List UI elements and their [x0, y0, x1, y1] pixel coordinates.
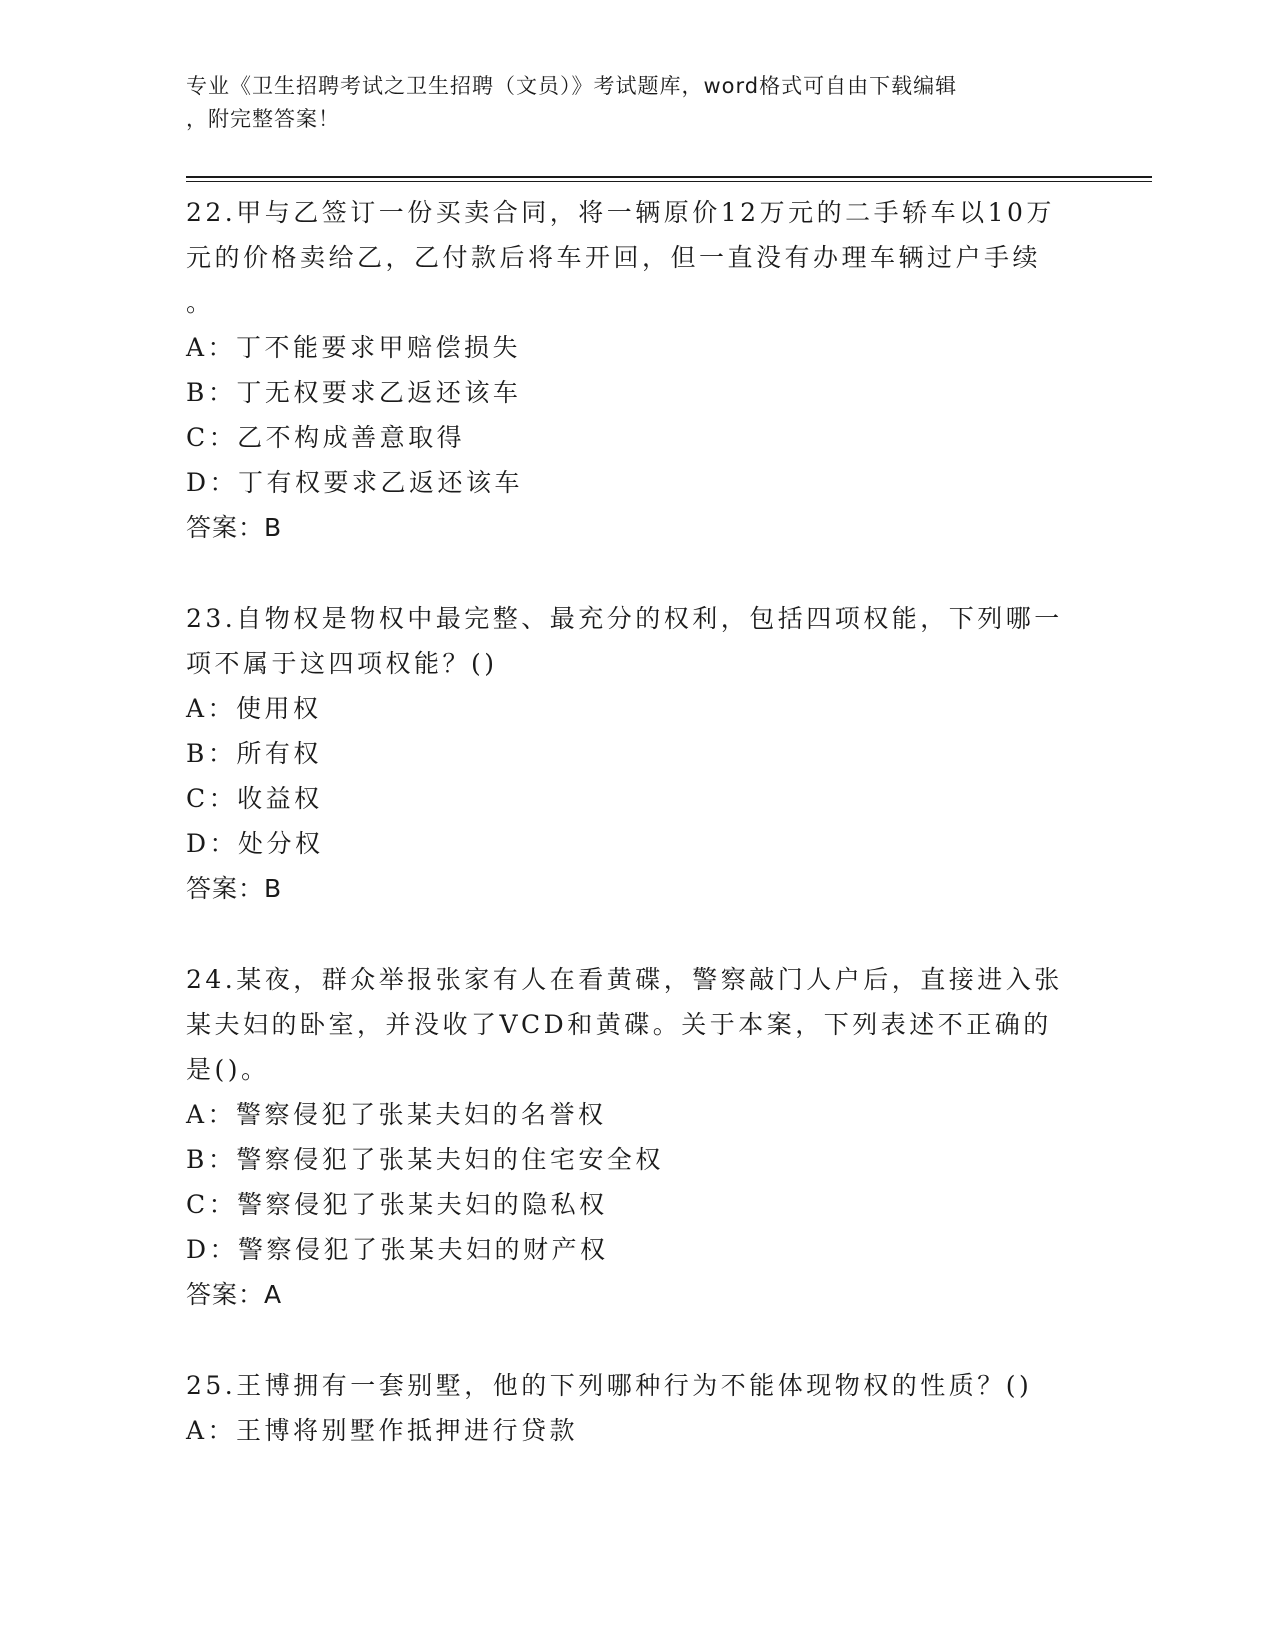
option-a: A：警察侵犯了张某夫妇的名誉权: [186, 1100, 607, 1129]
question-text-line: 项不属于这四项权能？(): [186, 649, 498, 678]
header-divider-thin: [186, 181, 1152, 182]
option-c: C：乙不构成善意取得: [186, 423, 466, 452]
document-header: [186, 70, 1066, 136]
question-text-line: 某夫妇的卧室，并没收了VCD和黄碟。关于本案，下列表述不正确的: [186, 1010, 1052, 1039]
option-b: B：所有权: [186, 739, 322, 768]
question-text-line: 25.王博拥有一套别墅，他的下列哪种行为不能体现物权的性质？(): [186, 1371, 1033, 1400]
question-list: [186, 190, 1086, 1453]
question-text-line: 22.甲与乙签订一份买卖合同，将一辆原价12万元的二手轿车以10万: [186, 198, 1055, 227]
question-23: [186, 596, 1086, 911]
option-d: D：警察侵犯了张某夫妇的财产权: [186, 1235, 609, 1264]
question-text-line: 24.某夜，群众举报张家有人在看黄碟，警察敲门人户后，直接进入张: [186, 965, 1063, 994]
option-d: D：丁有权要求乙返还该车: [186, 468, 524, 497]
header-line-1: 专业《卫生招聘考试之卫生招聘（文员）》考试题库，word格式可自由下载编辑: [186, 74, 958, 98]
option-a: A：丁不能要求甲赔偿损失: [186, 333, 522, 362]
option-d: D：处分权: [186, 829, 324, 858]
question-text-line: 23.自物权是物权中最完整、最充分的权利，包括四项权能，下列哪一: [186, 604, 1063, 633]
question-text-line: 。: [186, 288, 215, 317]
header-divider-thick: [186, 176, 1152, 178]
option-b: B：丁无权要求乙返还该车: [186, 378, 522, 407]
question-25: [186, 1363, 1086, 1453]
option-c: C：收益权: [186, 784, 323, 813]
answer-line: 答案：B: [186, 513, 283, 542]
answer-line: 答案：B: [186, 874, 283, 903]
option-a: A：使用权: [186, 694, 322, 723]
header-line-2: ，附完整答案！: [186, 107, 340, 131]
question-text-line: 是()。: [186, 1055, 270, 1084]
question-24: [186, 957, 1086, 1317]
answer-line: 答案：A: [186, 1280, 283, 1309]
option-b: B：警察侵犯了张某夫妇的住宅安全权: [186, 1145, 664, 1174]
option-c: C：警察侵犯了张某夫妇的隐私权: [186, 1190, 608, 1219]
option-a: A：王博将别墅作抵押进行贷款: [186, 1416, 579, 1445]
question-text-line: 元的价格卖给乙，乙付款后将车开回，但一直没有办理车辆过户手续: [186, 243, 1042, 272]
question-22: [186, 190, 1086, 550]
